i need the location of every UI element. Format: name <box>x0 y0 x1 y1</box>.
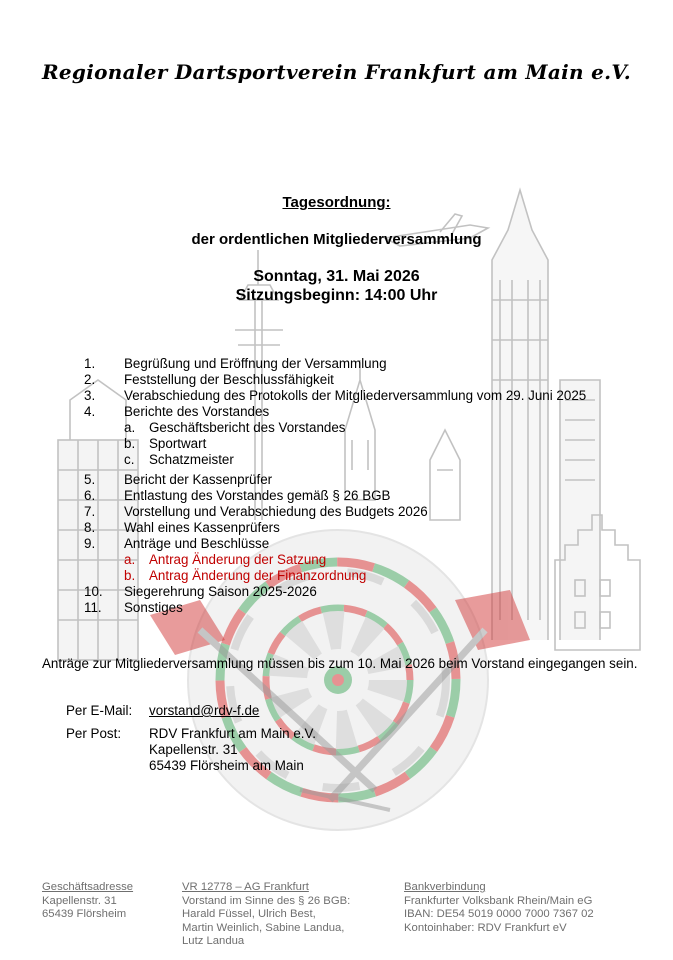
agenda-subitem-letter: c. <box>124 452 135 467</box>
agenda-subitem-text: Geschäftsbericht des Vorstandes <box>149 420 346 435</box>
submission-deadline-note: Anträge zur Mitgliederversammlung müssen bis zum 10. Mai 2026 beim Vorstand eingegangen sein. <box>42 656 638 671</box>
agenda-item <box>0 504 673 520</box>
agenda-item-number: 8. <box>84 520 96 535</box>
footer-bank-heading: Bankverbindung <box>404 881 486 893</box>
agenda-subitem <box>0 420 673 436</box>
post-label: Per Post: <box>66 726 122 741</box>
agenda-item <box>0 600 673 616</box>
footer-address-heading: Geschäftsadresse <box>42 881 134 893</box>
agenda-item-text: Berichte des Vorstandes <box>124 404 270 419</box>
agenda-item-number: 5. <box>84 472 96 487</box>
agenda-subitem-highlight <box>0 568 673 584</box>
post-address-line: 65439 Flörsheim am Main <box>149 758 304 773</box>
agenda-item-text: Sonstiges <box>124 600 183 615</box>
agenda-item <box>0 472 673 488</box>
agenda-subitem-letter: a. <box>124 552 136 567</box>
agenda-item-number: 7. <box>84 504 96 519</box>
agenda-item <box>0 404 673 420</box>
agenda-item-text: Anträge und Beschlüsse <box>124 536 270 551</box>
agenda-item <box>0 584 673 600</box>
agenda-item <box>0 536 673 552</box>
agenda-item-number: 4. <box>84 404 96 419</box>
agenda-item-number: 6. <box>84 488 96 503</box>
agenda-subheading: der ordentlichen Mitgliederversammlung <box>191 231 482 248</box>
agenda-item-text: Entlastung des Vorstandes gemäß § 26 BGB <box>124 488 391 503</box>
footer-register-line: Lutz Landua <box>182 935 245 947</box>
agenda-item-number: 2. <box>84 372 96 387</box>
footer-register-line: Harald Füssel, Ulrich Best, <box>182 908 316 920</box>
agenda-item-number: 10. <box>84 584 103 599</box>
footer-address-line: 65439 Flörsheim <box>42 908 127 920</box>
meeting-start-time: Sitzungsbeginn: 14:00 Uhr <box>235 287 438 304</box>
club-name-header: Regionaler Dartsportverein Frankfurt am Main e.V. <box>41 60 632 84</box>
agenda-item-text: Verabschiedung des Protokolls der Mitgliederversammlung vom 29. Juni 2025 <box>124 388 587 403</box>
agenda-subitem-text: Schatzmeister <box>149 452 234 467</box>
agenda-item-number: 1. <box>84 356 96 371</box>
agenda-item <box>0 356 673 372</box>
agenda-item-text: Vorstellung und Verabschiedung des Budgets 2026 <box>124 504 428 519</box>
agenda-subitem-letter: b. <box>124 436 136 451</box>
agenda-heading: Tagesordnung: <box>282 194 391 211</box>
agenda-item-number: 9. <box>84 536 96 551</box>
post-contact <box>0 726 673 774</box>
footer-address-line: Kapellenstr. 31 <box>42 894 117 907</box>
footer-register-heading: VR 12778 – AG Frankfurt <box>182 881 309 893</box>
agenda-subitem <box>0 436 673 452</box>
agenda-item <box>0 388 673 404</box>
footer-register-line: Martin Weinlich, Sabine Landua, <box>182 921 345 934</box>
email-link[interactable]: vorstand@rdv-f.de <box>149 703 260 718</box>
agenda-item <box>0 372 673 388</box>
agenda-item-text: Feststellung der Beschlussfähigkeit <box>124 372 334 387</box>
agenda-item <box>0 520 673 536</box>
footer-bank-line: Frankfurter Volksbank Rhein/Main eG <box>404 894 593 907</box>
agenda-item-number: 11. <box>84 600 102 615</box>
agenda-item <box>0 488 673 504</box>
agenda-subitem <box>0 452 673 468</box>
agenda-item-text: Wahl eines Kassenprüfers <box>124 520 280 535</box>
agenda-item-text: Siegerehrung Saison 2025-2026 <box>124 584 317 599</box>
footer-bank-line: Kontoinhaber: RDV Frankfurt eV <box>404 921 567 934</box>
agenda-subitem-text: Antrag Änderung der Satzung <box>149 552 327 567</box>
footer-bank-line: IBAN: DE54 5019 0000 7000 7367 02 <box>404 908 594 920</box>
agenda-item-text: Bericht der Kassenprüfer <box>124 472 273 487</box>
footer-address <box>42 881 133 922</box>
agenda-subitem-text: Sportwart <box>149 436 207 451</box>
post-address-line: Kapellenstr. 31 <box>149 742 238 757</box>
agenda-subitem-text: Antrag Änderung der Finanzordnung <box>149 568 367 583</box>
post-address-line: RDV Frankfurt am Main e.V. <box>149 726 316 741</box>
footer-register <box>182 881 350 949</box>
agenda-subitem-letter: a. <box>124 420 136 435</box>
email-contact <box>0 703 673 719</box>
meeting-date: Sonntag, 31. Mai 2026 <box>253 268 420 285</box>
agenda-subitem-letter: b. <box>124 568 136 583</box>
agenda-list <box>0 356 673 616</box>
agenda-item-text: Begrüßung und Eröffnung der Versammlung <box>124 356 387 371</box>
agenda-subitem-highlight <box>0 552 673 568</box>
agenda-item-number: 3. <box>84 388 96 403</box>
footer-bank <box>404 881 594 935</box>
footer-register-line: Vorstand im Sinne des § 26 BGB: <box>182 894 351 907</box>
email-label: Per E-Mail: <box>66 703 133 718</box>
